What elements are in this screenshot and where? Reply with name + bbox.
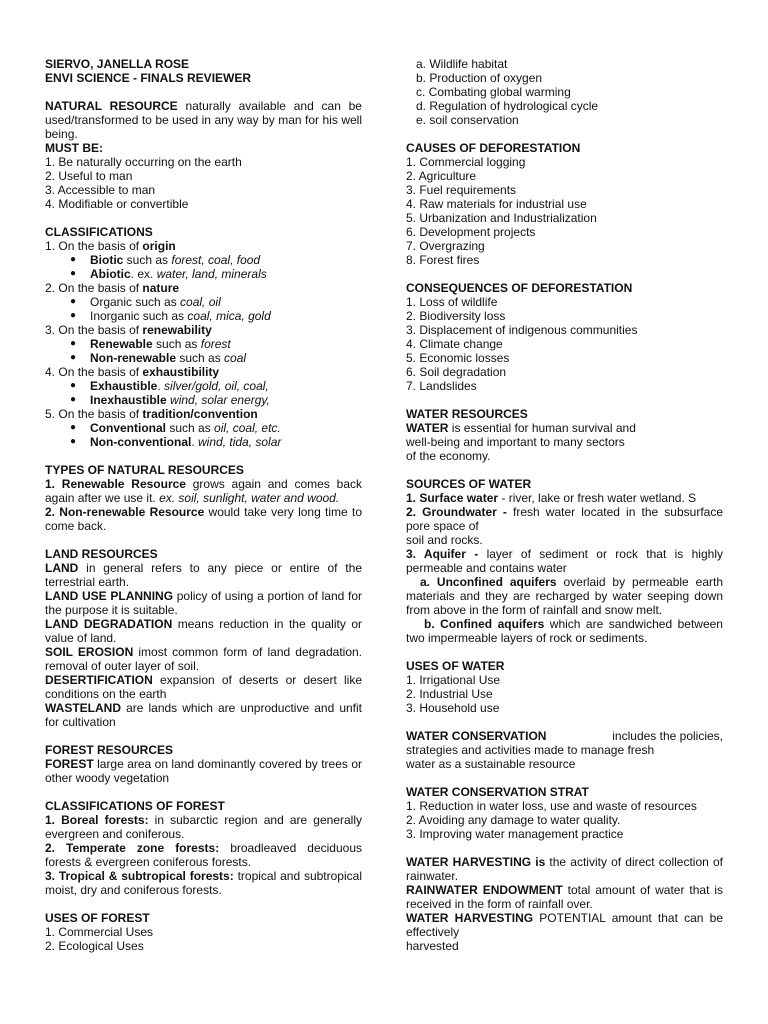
water-resources-heading: WATER RESOURCES (406, 407, 528, 421)
classifications-list (45, 239, 362, 449)
water-harvesting-definition: WATER HARVESTING is the activity of direct collection of rainwater. (406, 855, 723, 883)
list-item: 7. Landslides (406, 379, 477, 393)
list-item: 2. Avoiding any damage to water quality. (406, 813, 621, 827)
list-item: 2. Industrial Use (406, 687, 493, 701)
bullet-item: ● Abiotic. ex. water, land, minerals (45, 267, 362, 281)
deforestation-consequences-list (406, 295, 723, 393)
list-item: 3. Accessible to man (45, 183, 156, 197)
list-item: 3. Improving water management practice (406, 827, 624, 841)
list-item: c. Combating global warming (416, 85, 571, 99)
deforestation-causes-list (406, 155, 723, 267)
list-item: 1. Reduction in water loss, use and waste of resources (406, 799, 697, 813)
classification-basis: 2. On the basis of nature (45, 281, 180, 295)
classifications-heading: CLASSIFICATIONS (45, 225, 153, 239)
water-conservation-definition: WATER CONSERVATION includes the policies, strategies and activities made to manage fresh water as a sustainable resource (406, 729, 723, 771)
groundwater-definition-cont: soil and rocks. (406, 533, 483, 547)
bullet-item: ● Exhaustible. silver/gold, oil, coal, (45, 379, 362, 393)
document-title: ENVI SCIENCE - FINALS REVIEWER (45, 71, 252, 85)
bullet-item: ● Biotic such as forest, coal, food (45, 253, 362, 267)
bullet-item: ● Inexhaustible wind, solar energy, (45, 393, 362, 407)
water-harvesting-potential-definition: WATER HARVESTING POTENTIAL amount that can be effectively (406, 911, 724, 939)
list-item: d. Regulation of hydrological cycle (416, 99, 599, 113)
list-item: 1. Irrigational Use (406, 673, 501, 687)
list-item: 1. Be naturally occurring on the earth (45, 155, 242, 169)
list-item: 2. Agriculture (406, 169, 477, 183)
list-item: 2. Ecological Uses (45, 939, 144, 953)
land-degradation-definition: LAND DEGRADATION means reduction in the quality or value of land. (45, 617, 362, 645)
classification-basis: 1. On the basis of origin (45, 239, 176, 253)
water-uses-heading: USES OF WATER (406, 659, 505, 673)
list-item: 4. Raw materials for industrial use (406, 197, 587, 211)
boreal-forest-definition: 1. Boreal forests: in subarctic region and are generally evergreen and coniferous. (45, 813, 362, 841)
list-item: 3. Household use (406, 701, 500, 715)
tropical-forest-definition: 3. Tropical & subtropical forests: tropical and subtropical moist, dry and coniferous forests. (45, 869, 362, 897)
soil-erosion-definition: SOIL EROSION imost common form of land degradation. removal of outer layer of soil. (45, 645, 363, 673)
confined-aquifer-definition: b. Confined aquifers which are sandwiched between two impermeable layers of rock or sediments. (406, 617, 723, 645)
natural-resource-definition: NATURAL RESOURCE naturally available and can be used/transformed to be used in any way by man for his well being. (45, 99, 362, 141)
list-item: 3. Fuel requirements (406, 183, 517, 197)
desertification-definition: DESERTIFICATION expansion of deserts or desert like conditions on the earth (45, 673, 362, 701)
forest-classifications-heading: CLASSIFICATIONS OF FOREST (45, 799, 225, 813)
conservation-strat-heading: WATER CONSERVATION STRAT (406, 785, 589, 799)
list-item: a. Wildlife habitat (416, 57, 508, 71)
forest-definition: FOREST large area on land dominantly covered by trees or other woody vegetation (45, 757, 362, 785)
temperate-forest-definition: 2. Temperate zone forests: broadleaved deciduous forests & evergreen coniferous forests. (45, 841, 362, 869)
list-item: 5. Economic losses (406, 351, 510, 365)
bullet-item: ● Organic such as coal, oil (45, 295, 362, 309)
rainwater-endowment-definition: RAINWATER ENDOWMENT total amount of water that is received in the form of rainfall over. (406, 883, 723, 911)
nonrenewable-resource-definition: 2. Non-renewable Resource would take very long time to come back. (45, 505, 362, 533)
water-sources-heading: SOURCES OF WATER (406, 477, 532, 491)
bullet-item: ● Inorganic such as coal, mica, gold (45, 309, 362, 323)
list-item: 2. Useful to man (45, 169, 133, 183)
renewable-resource-definition: 1. Renewable Resource grows again and comes back again after we use it. ex. soil, sunlight, water and wood. (45, 477, 362, 505)
forest-heading: FOREST RESOURCES (45, 743, 174, 757)
left-column (45, 57, 362, 953)
land-definition: LAND in general refers to any piece or entire of the terrestrial earth. (45, 561, 362, 589)
wasteland-definition: WASTELAND are lands which are unproductive and unfit for cultivation (45, 701, 362, 729)
list-item: 5. Urbanization and Industrialization (406, 211, 597, 225)
classification-basis: 5. On the basis of tradition/convention (45, 407, 258, 421)
list-item: 1. Loss of wildlife (406, 295, 498, 309)
bullet-item: ● Non-conventional. wind, tida, solar (45, 435, 362, 449)
list-item: b. Production of oxygen (416, 71, 543, 85)
list-item: 2. Biodiversity loss (406, 309, 506, 323)
groundwater-definition: 2. Groundwater - fresh water located in the subsurface pore space of (406, 505, 723, 533)
forest-uses-heading: USES OF FOREST (45, 911, 150, 925)
list-item: 8. Forest fires (406, 253, 480, 267)
bullet-item: ● Conventional such as oil, coal, etc. (45, 421, 362, 435)
aquifer-definition: 3. Aquifer - layer of sediment or rock that is highly permeable and contains water (406, 547, 723, 575)
surface-water-definition: 1. Surface water - river, lake or fresh water wetland. S (406, 491, 697, 505)
land-heading: LAND RESOURCES (45, 547, 158, 561)
list-item: 1. Commercial Uses (45, 925, 154, 939)
water-harvesting-potential-cont: harvested (406, 939, 459, 953)
author-name: SIERVO, JANELLA ROSE (45, 57, 190, 71)
classification-basis: 4. On the basis of exhaustibility (45, 365, 220, 379)
deforestation-causes-heading: CAUSES OF DEFORESTATION (406, 141, 581, 155)
must-be-heading: MUST BE: (45, 141, 103, 155)
land-use-planning-definition: LAND USE PLANNING policy of using a portion of land for the purpose it is suitable. (45, 589, 362, 617)
must-be-list (45, 155, 362, 211)
ecological-uses-list (406, 57, 723, 127)
bullet-item: ● Renewable such as forest (45, 337, 362, 351)
water-definition: WATER is essential for human survival and well-being and important to many sectors of the economy. (406, 421, 636, 463)
deforestation-consequences-heading: CONSEQUENCES OF DEFORESTATION (406, 281, 633, 295)
list-item: 6. Development projects (406, 225, 536, 239)
list-item: e. soil conservation (416, 113, 519, 127)
classification-basis: 3. On the basis of renewability (45, 323, 212, 337)
types-heading: TYPES OF NATURAL RESOURCES (45, 463, 244, 477)
unconfined-aquifer-definition: a. Unconfined aquifers overlaid by permeable earth materials and they are recharged by water seeping down from above in the form of rainfall and snow melt. (406, 575, 723, 617)
list-item: 4. Climate change (406, 337, 503, 351)
list-item: 6. Soil degradation (406, 365, 507, 379)
list-item: 7. Overgrazing (406, 239, 485, 253)
bullet-item: ● Non-renewable such as coal (45, 351, 362, 365)
right-column (406, 57, 723, 953)
list-item: 4. Modifiable or convertible (45, 197, 189, 211)
list-item: 1. Commercial logging (406, 155, 526, 169)
list-item: 3. Displacement of indigenous communities (406, 323, 638, 337)
